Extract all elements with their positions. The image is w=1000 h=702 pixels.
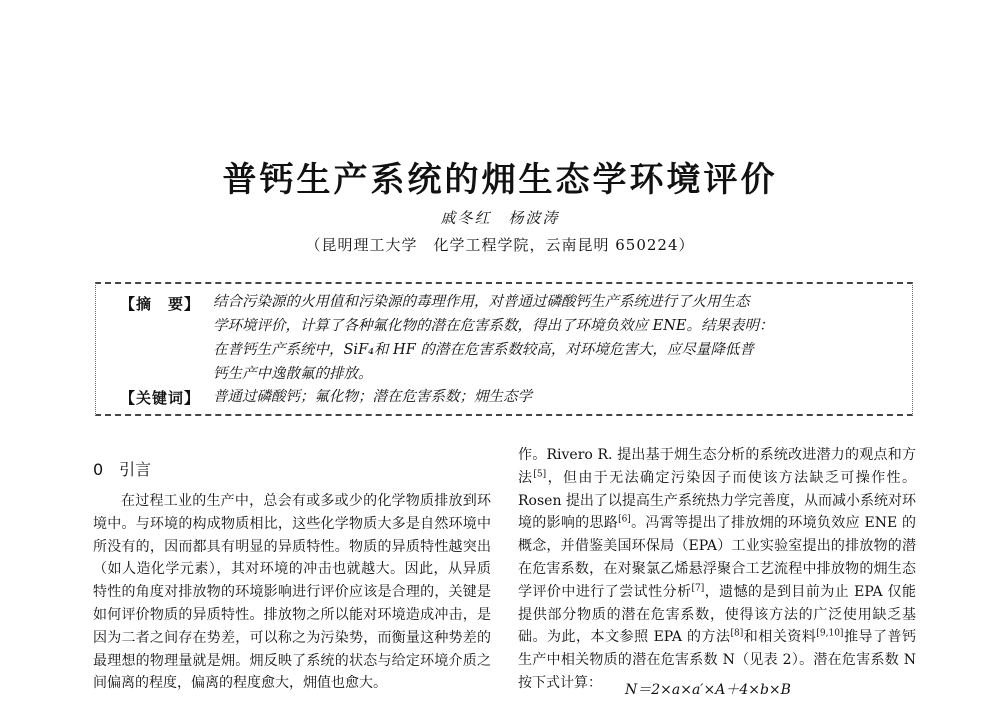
citation-ref: [7] (691, 583, 705, 594)
abstract-line-4: 钙生产中逸散氟的排放。 (213, 366, 373, 382)
author-list: 戚冬红 杨波涛 (440, 209, 560, 227)
right-text-3: 。冯霄等提出了排放㶲的环境负效应 ENE 的概念，并借鉴美国环保局（EPA）工业实验室提出的排放物的潜在危害系数，在对聚氯乙烯悬浮聚合工艺流程中排放物的㶲生态学评价中进行了尝试性分析 (518, 515, 916, 600)
section-heading: 0 引言 (93, 460, 152, 479)
hazard-formula: N＝2×a×a′×A＋4×b×B (625, 682, 791, 698)
citation-ref: [9,10] (816, 628, 844, 639)
abstract-line-2: 学环境评价，计算了各种氟化物的潜在危害系数，得出了环境负效应 ENE。结果表明： (213, 318, 774, 334)
right-text-4: ，遗憾的是到目前为止 EPA 仅能提供部分物质的潜在危害系数，使得该方法的广泛使用缺乏基础。为此，本文参照 EPA 的方法 (518, 583, 916, 646)
abstract-label: 【摘 要】 (120, 295, 201, 313)
abstract-line-3: 在普钙生产系统中，SiF₄和 HF 的潜在危害系数较高，对环境危害大，应尽量降低普 (213, 342, 754, 358)
right-text-5: 和相关资料 (743, 629, 817, 646)
citation-ref: [6] (618, 514, 631, 525)
right-text-6: 推导了普钙生产中相关物质的潜在危害系数 N（见表 2）。潜在危害系数 N 按下式计算： (518, 629, 916, 691)
right-text-1: 作。Rivero R. 提出基于㶲生态分析的系统改进潜力的观点和方法 (518, 447, 916, 486)
right-column (518, 444, 916, 695)
keywords-label: 【关键词】 (120, 389, 201, 407)
intro-paragraph: 在过程工业的生产中，总会有或多或少的化学物质排放到环境中。与环境的构成物质相比，这些化学物质大多是自然环境中所没有的，因而都具有明显的异质特性。物质的异质特性越突出（如人造化学元素），其对环境的冲击也就越大。因此，从异质特性的角度对排放物的环境影响进行评价应该是合理的，关键是如何评价物质的异质特性。排放物之所以能对环境造成冲击，是因为二者之间存在势差，可以称之为污染势，而衡量这种势差的最理想的物理量就是㶲。㶲反映了系统的状态与给定环境介质之间偏离的程度，偏离的程度愈大，㶲值也愈大。 (93, 493, 491, 692)
author-affiliation: （昆明理工大学 化学工程学院，云南昆明 650224） (305, 236, 695, 254)
left-column (93, 490, 491, 695)
right-column-paragraph (518, 444, 916, 695)
citation-ref: [8] (730, 628, 744, 639)
paper-title: 普钙生产系统的㶲生态学环境评价 (222, 160, 778, 200)
citation-ref: [5] (533, 469, 547, 480)
abstract-line-1: 结合污染源的火用值和污染源的毒理作用，对普通过磷酸钙生产系统进行了火用生态 (213, 294, 750, 310)
right-text-2: ，但由于无法确定污染因子而使该方法缺乏可操作性。Rosen 提出了以提高生产系统热力学完善度，从而减小系统对环境的影响的思路 (518, 469, 917, 532)
keywords-text: 普通过磷酸钙；氟化物；潜在危害系数；㶲生态学 (213, 389, 532, 405)
